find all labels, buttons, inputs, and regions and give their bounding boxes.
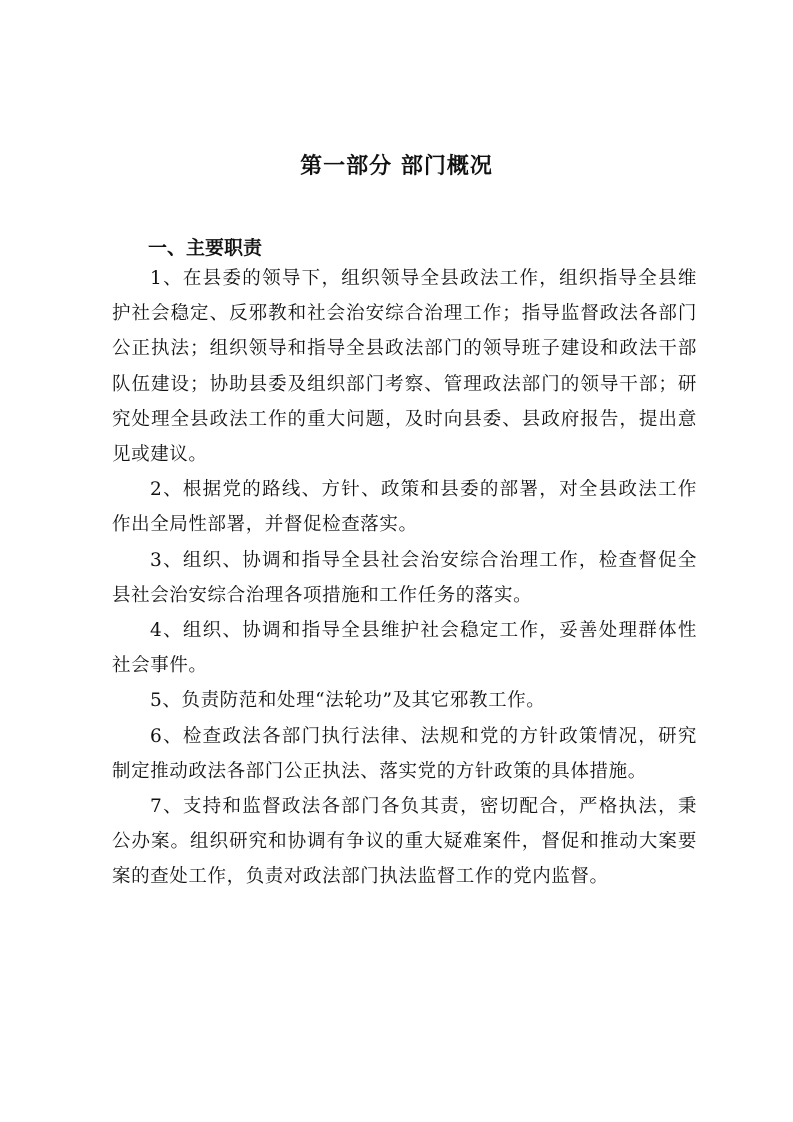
section-body	[112, 261, 697, 895]
duty-paragraph-7: 7、支持和监督政法各部门各负其责，密切配合，严格执法，秉公办案。组织研究和协调有争议的重大疑难案件，督促和推动大案要案的查处工作，负责对政法部门执法监督工作的党内监督。	[112, 796, 697, 888]
duty-paragraph-4: 4、组织、协调和指导全县维护社会稳定工作，妥善处理群体性社会事件。	[112, 620, 697, 677]
duty-paragraph-1: 1、在县委的领导下，组织领导全县政法工作，组织指导全县维护社会稳定、反邪教和社会治安综合治理工作；指导监督政法各部门公正执法；组织领导和指导全县政法部门的领导班子建设和政法干部队伍建设；协助县委及组织部门考察、管理政法部门的领导干部；研究处理全县政法工作的重大问题，及时向县委、县政府报告，提出意见或建议。	[112, 268, 697, 466]
duty-paragraph-3: 3、组织、协调和指导全县社会治安综合治理工作，检查督促全县社会治安综合治理各项措施和工作任务的落实。	[112, 549, 697, 606]
document-title: 第一部分 部门概况	[300, 154, 493, 179]
duty-paragraph-5: 5、负责防范和处理“法轮功”及其它邪教工作。	[150, 690, 546, 712]
section-heading: 一、主要职责	[148, 237, 263, 259]
duty-paragraph-2: 2、根据党的路线、方针、政策和县委的部署，对全县政法工作作出全局性部署，并督促检查落实。	[112, 479, 697, 536]
duty-paragraph-6: 6、检查政法各部门执行法律、法规和党的方针政策情况，研究制定推动政法各部门公正执法、落实党的方针政策的具体措施。	[112, 725, 697, 782]
